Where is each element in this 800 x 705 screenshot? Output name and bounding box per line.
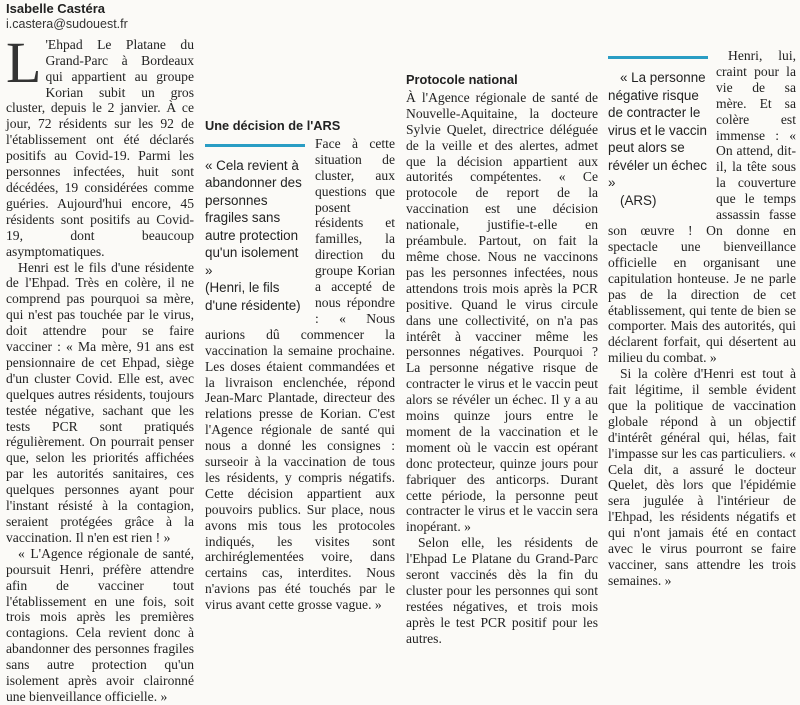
column-2 [205, 0, 395, 613]
author-name: Isabelle Castéra [6, 1, 106, 16]
drop-cap: L [6, 29, 42, 95]
lead-text: 'Ehpad Le Platane du Grand-Parc à Bordeaux qui appartient au groupe Korian subit un gros cluster, depuis le 2 janvier. À ce jour, 72 résidents sur les 92 de l'établissement ont été déclarés positifs au Covid-19. Parmi les personnes infectées, huit sont décédées, 19 considérées comme guéries. Aujourd'hui encore, 45 résidents sont positifs au Covid-19, dont beaucoup asymptomatiques. [6, 36, 194, 259]
paragraph-ars-wait: « L'Agence régionale de santé, poursuit Henri, préfère attendre afin de vacciner tout l'établissement en une fois, soit trois mois après les premières contagions. Cela revient donc à abandonner des personnes fragiles sans autre protection qu'un isolement après avoir claironné une bienveillance officielle. » [6, 545, 194, 704]
pull-quote-ars-text: « La personne négative risque de contracter le virus et le vaccin peut alors se révéler un échec » [608, 70, 707, 190]
pull-quote-henri [205, 144, 305, 315]
column-3 [406, 0, 598, 646]
paragraph-henri-anger [608, 48, 796, 366]
column-4 [608, 0, 796, 588]
column-2-continuation [205, 0, 395, 110]
pull-quote-ars-source: (ARS) [620, 192, 657, 208]
column-3-continuation [406, 0, 598, 64]
paragraph-henri-anger-text: Henri, lui, craint pour la vie de sa mère. Et sa colère est immense : « On attend, dit-il, la tête sous la couverture que le temps assassin fasse son œuvre ! On donne en spectacle une bienveillance officielle en organisant une capitulation honteuse. Je ne parle pas de la direction de cet établissement, qui tente de bien se comporter. Mais des autorités, qui déclarent forfait, qui désertent au milieu du combat. » [608, 48, 796, 366]
paragraph-ars-quelet: À l'Agence régionale de santé de Nouvelle-Aquitaine, la docteure Sylvie Quelet, directrice déléguée de la veille et des alertes, admet que la décision appartient aux autorités compétentes. « Ce protocole de report de la vaccination est une décision nationale, justifie-t-elle en préambule. Partout, on fait la même chose. Nous ne vaccinons pas les personnes infectées, nous attendons trois mois après la PCR positive. Quand le virus circule dans une collectivité, on n'a pas intérêt à vacciner même les personnes négatives. Pourquoi ? La personne négative risque de contracter le virus et le vaccin peut alors se révéler un échec. Il y a au moins quinze jours entre le moment de la vaccination et le moment où le vaccin est opérant donc protecteur, quinze jours pour fabriquer des anticorps. Durant cette période, la personne peut contracter le virus et le vaccin sera inopérant. » [406, 89, 598, 535]
subheading-ars-decision: Une décision de l'ARS [205, 118, 341, 133]
author-email[interactable]: i.castera@sudouest.fr [6, 16, 128, 31]
paragraph-korian-text: Face à cette situation de cluster, aux questions que posent résidents et familles, la direction du groupe Korian a accepté de nous répondre : « Nous aurions dû commencer la vaccination la semaine prochaine. Les doses étaient commandées et la livraison enclenchée, répond Jean-Marc Plantade, directeur des relations presse de Korian. C'est l'Agence régionale de santé qui nous a donné les consignes : surseoir à la vaccination de tous les résidents, y compris négatifs. Cette décision appartient aux pouvoirs publics. Sur place, nous avons mis tous les protocoles indiqués, les visites sont archiréglementées voire, dans certains cas, interdites. Nous n'avions pas été touchés par le virus avant cette grosse vague. » [205, 135, 395, 613]
paragraph-vaccination-plan: Selon elle, les résidents de l'Ehpad Le Platane du Grand-Parc seront vaccinés dès la fin du cluster pour les personnes qui sont restées négatives, et trois mois après le test PCR positif pour les autres. [406, 535, 598, 646]
column-4-continuation [608, 0, 796, 48]
lead-paragraph [6, 29, 194, 260]
column-1 [6, 0, 194, 704]
paragraph-henri: Henri est le fils d'une résidente de l'Ehpad. Très en colère, il ne comprend pas pourquoi sa mère, qui n'est pas touchée par le virus, doit attendre pour se faire vacciner : « Ma mère, 91 ans est pensionnaire de cet Ehpad, siège d'un cluster Covid. Elle est, avec quelques autres résidents, toujours testée négative, sachant que les tests PCR sont pratiqués régulièrement. On pourrait penser que, selon les priorités affichées par les autorités sanitaires, ces quelques personnes ayant pour l'instant résisté à la contagion, seraient protégées grâce à la vaccination. Il n'en est rien ! » [6, 259, 194, 545]
paragraph-korian [205, 136, 395, 613]
paragraph-conclusion: Si la colère d'Henri est tout à fait légitime, il semble évident que la politique de vaccination globale répond à un objectif d'intérêt général qui, hélas, fait l'impasse sur les cas particuliers. « Cela dit, a assuré le docteur Quelet, dès lors que l'épidémie sera jugulée à l'intérieur de l'Ehpad, les résidents négatifs et qui n'ont jamais été en contact avec le virus pourront se faire vacciner, sans attendre les trois semaines. » [608, 366, 796, 588]
pull-quote-henri-text: « Cela revient à abandonner des personnes fragiles sans autre protection qu'un isolement » [205, 157, 302, 278]
pull-quote-henri-source: (Henri, le fils d'une résidente) [205, 280, 301, 313]
subheading-national-protocol: Protocole national [406, 72, 518, 87]
pull-quote-ars [608, 56, 708, 209]
